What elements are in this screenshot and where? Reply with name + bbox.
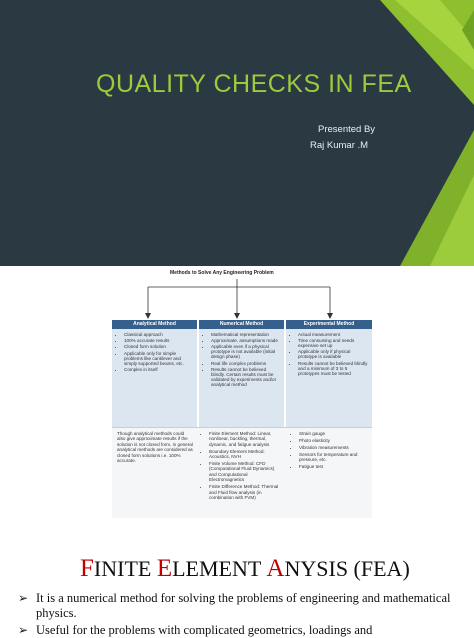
bullet-text: It is a numerical method for solving the problems of engineering and mathematical physics. xyxy=(36,591,451,620)
list-item: • Photo elasticity xyxy=(299,438,367,443)
list-item: • Mathematical representation xyxy=(211,332,280,337)
analytical-method-body xyxy=(112,329,197,427)
experimental-method-tools xyxy=(286,428,372,474)
numerical-method-header: Numerical Method xyxy=(199,320,284,329)
list-item: • Finite Element Method: Linear, nonlinear, buckling, thermal, dynamic, and fatigue analysis xyxy=(209,431,283,447)
list-item: • Finite Volume Method: CFD (Computational Fluid Dynamics) and Computational Electromagnetics xyxy=(209,461,283,483)
experimental-method-header: Experimental Method xyxy=(286,320,372,329)
heading-initial-e: E xyxy=(156,555,173,582)
diagram-title: Methods to Solve Any Engineering Problem xyxy=(170,270,274,276)
list-item: • Applicable even if a physical prototype is not available (initial design phase) xyxy=(211,344,280,359)
numerical-method-types xyxy=(196,428,288,505)
analytical-method-header: Analytical Method xyxy=(112,320,197,329)
bullet-text: Useful for the problems with complicated geometrics, loadings and xyxy=(36,623,373,637)
list-item: • Classical approach xyxy=(124,332,193,337)
tree-connector-lines xyxy=(0,275,474,325)
numerical-method-body xyxy=(199,329,284,427)
list-item: • Applicable only for simple problems like cantilever and simply supported beams, etc. xyxy=(124,351,193,366)
list-item: • Vibration measurements xyxy=(299,445,367,450)
fea-heading xyxy=(80,555,410,583)
list-item: • Closed form solution xyxy=(124,344,193,349)
analytical-method-column xyxy=(112,320,197,427)
list-item: • Sensors for temperature and pressure, etc. xyxy=(299,452,367,463)
heading-part: NYSIS (FEA) xyxy=(284,556,410,581)
arrow-bullet-icon: ➢ xyxy=(18,591,29,605)
list-item: • Strain gauge xyxy=(299,431,367,436)
presentation-title: QUALITY CHECKS IN FEA xyxy=(96,70,412,98)
green-accent-shapes xyxy=(0,0,474,266)
list-item: • Approximate, assumptions made xyxy=(211,338,280,343)
list-item: • Fatigue test xyxy=(299,464,367,469)
list-item: • Boundary Element Method: Acoustics, NVH xyxy=(209,449,283,460)
experimental-method-column xyxy=(286,320,372,427)
presented-by-label: Presented By xyxy=(318,124,376,135)
heading-initial-a: A xyxy=(266,555,285,582)
title-slide xyxy=(0,0,474,266)
heading-initial-f: F xyxy=(80,555,94,582)
presenter-name: Raj Kumar .M xyxy=(310,140,369,151)
list-item: • Actual measurement xyxy=(298,332,368,337)
list-item: • 100% accurate results xyxy=(124,338,193,343)
list-item: • Applicable only if physical prototype is available xyxy=(298,349,368,359)
list-item: • Complex in itself xyxy=(124,367,193,372)
experimental-method-body xyxy=(286,329,372,427)
numerical-method-column xyxy=(199,320,284,427)
arrow-bullet-icon: ➢ xyxy=(18,623,29,637)
analytical-method-note: Though analytical methods could also give approximate results if the solution is not closed form, in general analytical methods are considered as closed form solutions i.e. 100% accurate. xyxy=(117,431,193,464)
list-item: • Real life complex problems xyxy=(211,361,280,366)
heading-part: INITE xyxy=(93,556,157,581)
list-item: • Results cannot be believed blindly and a minimum of 3 to 5 prototypes must be tested xyxy=(298,361,368,376)
list-item: • Time consuming and needs expensive set up xyxy=(298,338,368,348)
list-item: • Finite Difference Method: Thermal and Fluid flow analysis (in combination with FVM) xyxy=(209,484,283,500)
heading-part: LEMENT xyxy=(172,556,267,581)
list-item: • Results cannot be believed blindly. Certain results must be validated by experiments and/or analytical method xyxy=(211,367,280,387)
